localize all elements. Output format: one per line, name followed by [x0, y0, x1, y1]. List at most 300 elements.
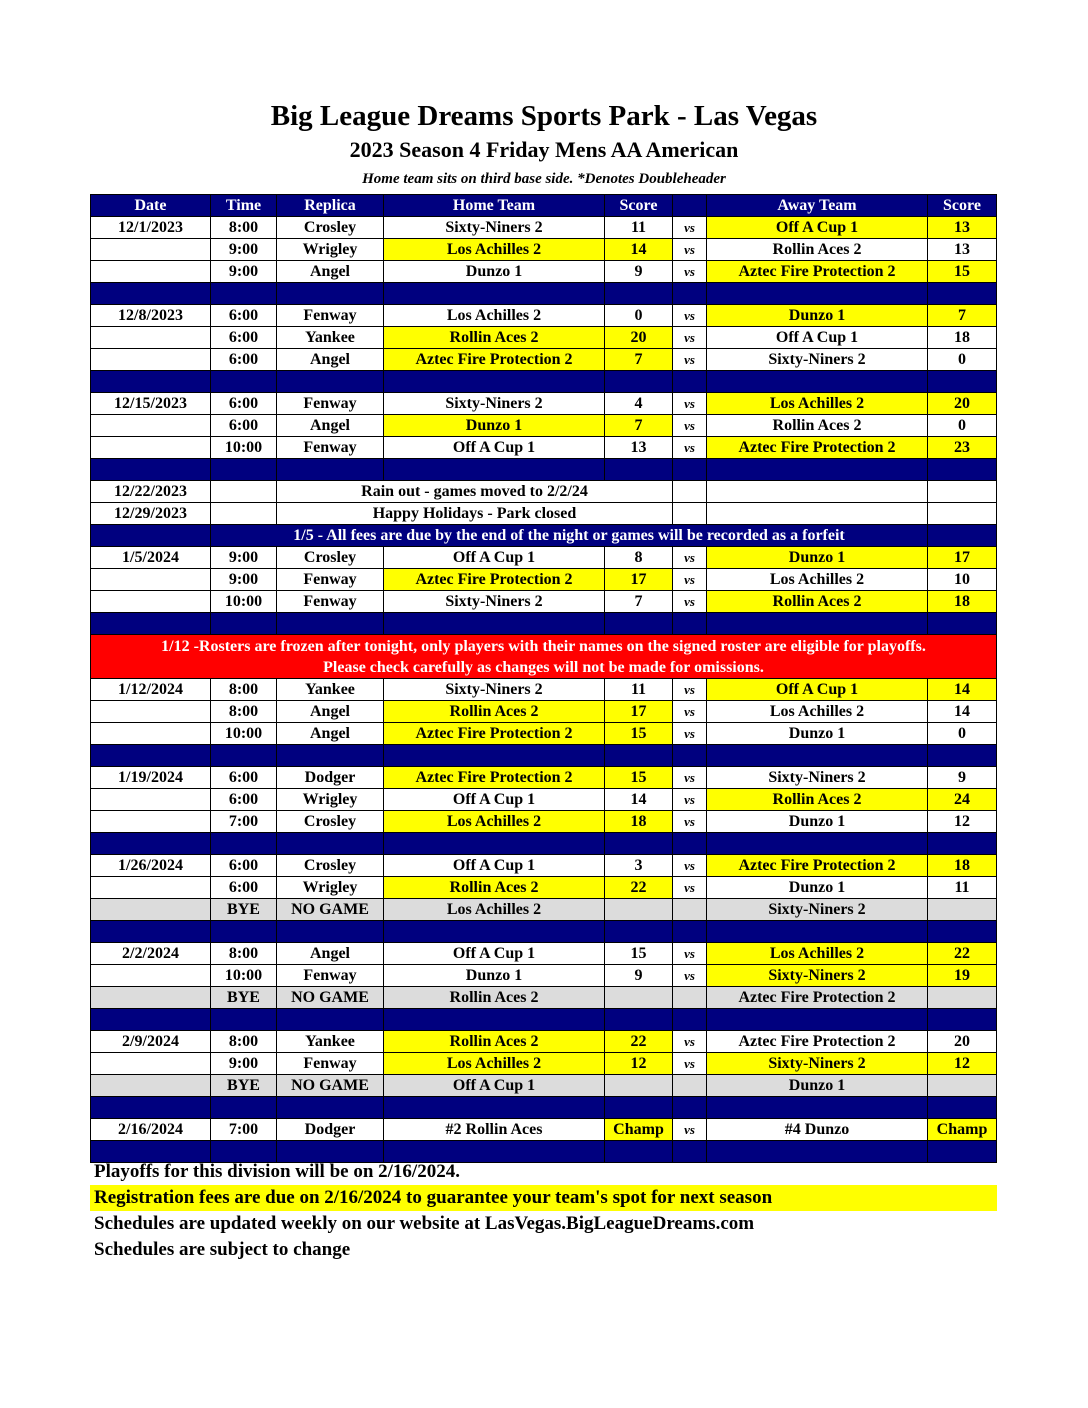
away-score-cell: 0 [928, 349, 997, 371]
replica-cell: NO GAME [277, 1075, 384, 1097]
col-time: Time [211, 195, 277, 217]
col-replica: Replica [277, 195, 384, 217]
away-score-cell: 12 [928, 811, 997, 833]
time-cell: BYE [211, 1075, 277, 1097]
time-cell: 6:00 [211, 877, 277, 899]
replica-cell: Fenway [277, 305, 384, 327]
home-score-cell: 3 [605, 855, 673, 877]
away-score-cell: 14 [928, 679, 997, 701]
bye-row [91, 899, 997, 921]
date-cell [91, 349, 211, 371]
separator-cell [384, 1009, 605, 1031]
game-row [91, 789, 997, 811]
vs-cell [673, 1075, 707, 1097]
game-row [91, 393, 997, 415]
home-team-cell: Los Achilles 2 [384, 1053, 605, 1075]
replica-cell: Crosley [277, 855, 384, 877]
separator-cell [605, 745, 673, 767]
replica-cell: Fenway [277, 569, 384, 591]
note-text: Happy Holidays - Park closed [277, 503, 673, 525]
away-score-cell: 19 [928, 965, 997, 987]
home-score-cell: 9 [605, 965, 673, 987]
away-score-cell: 0 [928, 415, 997, 437]
home-team-cell: Los Achilles 2 [384, 899, 605, 921]
date-cell: 12/29/2023 [91, 503, 211, 525]
away-score-cell: 12 [928, 1053, 997, 1075]
replica-cell: Crosley [277, 811, 384, 833]
away-score-cell: Champ [928, 1119, 997, 1141]
replica-cell: Crosley [277, 217, 384, 239]
time-cell: 6:00 [211, 789, 277, 811]
separator-cell [277, 459, 384, 481]
separator-cell [673, 833, 707, 855]
note-text: Rain out - games moved to 2/2/24 [277, 481, 673, 503]
separator-row [91, 283, 997, 305]
time-cell [211, 481, 277, 503]
date-cell [91, 415, 211, 437]
vs-cell: vs [673, 789, 707, 811]
away-team-cell: Los Achilles 2 [707, 393, 928, 415]
separator-cell [277, 1009, 384, 1031]
replica-cell: Wrigley [277, 877, 384, 899]
separator-cell [673, 1009, 707, 1031]
home-team-cell: Off A Cup 1 [384, 789, 605, 811]
date-cell: 1/5/2024 [91, 547, 211, 569]
game-row [91, 569, 997, 591]
home-score-cell: 11 [605, 217, 673, 239]
separator-cell [211, 921, 277, 943]
vs-cell: vs [673, 217, 707, 239]
game-row [91, 1053, 997, 1075]
separator-cell [707, 921, 928, 943]
separator-cell [211, 745, 277, 767]
away-score-cell [928, 481, 997, 503]
date-cell: 12/15/2023 [91, 393, 211, 415]
separator-row [91, 613, 997, 635]
separator-cell [277, 1097, 384, 1119]
vs-cell: vs [673, 1053, 707, 1075]
bye-row [91, 1075, 997, 1097]
home-score-cell: 8 [605, 547, 673, 569]
page-title: Big League Dreams Sports Park - Las Vegas [270, 100, 818, 132]
away-team-cell: Los Achilles 2 [707, 569, 928, 591]
separator-cell [277, 613, 384, 635]
date-cell: 1/26/2024 [91, 855, 211, 877]
replica-cell: Fenway [277, 1053, 384, 1075]
vs-cell: vs [673, 679, 707, 701]
date-cell: 2/9/2024 [91, 1031, 211, 1053]
separator-cell [928, 371, 997, 393]
footer-note: Registration fees are due on 2/16/2024 to guarantee your team's spot for next season [90, 1185, 997, 1211]
separator-cell [211, 613, 277, 635]
replica-cell: Dodger [277, 767, 384, 789]
separator-cell [211, 283, 277, 305]
game-row [91, 217, 997, 239]
home-team-cell: Sixty-Niners 2 [384, 217, 605, 239]
separator-cell [277, 283, 384, 305]
time-cell: BYE [211, 987, 277, 1009]
separator-cell [384, 745, 605, 767]
date-cell [91, 723, 211, 745]
footer-note: Schedules are updated weekly on our website at LasVegas.BigLeagueDreams.com [94, 1213, 755, 1234]
home-score-cell: 15 [605, 723, 673, 745]
separator-cell [384, 613, 605, 635]
alert-line-1: 1/12 -Rosters are frozen after tonight, only players with their names on the signed roster are eligible for playoffs. [161, 637, 926, 655]
separator-row [91, 371, 997, 393]
separator-cell [91, 833, 211, 855]
time-cell [211, 503, 277, 525]
away-team-cell: #4 Dunzo [707, 1119, 928, 1141]
footer-notes [90, 1159, 997, 1263]
banner-text: 1/5 - All fees are due by the end of the night or games will be recorded as a forfeit [211, 525, 928, 547]
header-row [91, 195, 997, 217]
separator-cell [91, 283, 211, 305]
separator-cell [91, 745, 211, 767]
away-team-cell: Aztec Fire Protection 2 [707, 855, 928, 877]
away-score-cell [928, 899, 997, 921]
replica-cell: Dodger [277, 1119, 384, 1141]
separator-cell [384, 371, 605, 393]
vs-cell: vs [673, 965, 707, 987]
home-team-cell: Aztec Fire Protection 2 [384, 723, 605, 745]
date-cell [91, 701, 211, 723]
home-team-cell: Sixty-Niners 2 [384, 591, 605, 613]
bye-row [91, 987, 997, 1009]
replica-cell: Crosley [277, 547, 384, 569]
time-cell: 10:00 [211, 965, 277, 987]
fees-banner-row [91, 525, 997, 547]
home-team-cell: Sixty-Niners 2 [384, 393, 605, 415]
note-row [91, 481, 997, 503]
separator-cell [211, 1009, 277, 1031]
home-team-cell: Aztec Fire Protection 2 [384, 767, 605, 789]
home-score-cell: 13 [605, 437, 673, 459]
away-score-cell: 18 [928, 327, 997, 349]
date-cell [91, 1053, 211, 1075]
time-cell: 10:00 [211, 437, 277, 459]
vs-cell: vs [673, 437, 707, 459]
replica-cell: Angel [277, 349, 384, 371]
separator-cell [91, 1097, 211, 1119]
home-team-cell: Rollin Aces 2 [384, 987, 605, 1009]
vs-cell: vs [673, 1031, 707, 1053]
separator-cell [673, 459, 707, 481]
home-team-cell: Off A Cup 1 [384, 547, 605, 569]
away-score-cell: 7 [928, 305, 997, 327]
vs-cell: vs [673, 723, 707, 745]
home-score-cell: 22 [605, 1031, 673, 1053]
home-team-cell: Los Achilles 2 [384, 811, 605, 833]
away-score-cell: 18 [928, 855, 997, 877]
date-cell [91, 811, 211, 833]
vs-cell: vs [673, 305, 707, 327]
away-team-cell: Aztec Fire Protection 2 [707, 987, 928, 1009]
away-team-cell: Aztec Fire Protection 2 [707, 437, 928, 459]
separator-cell [673, 371, 707, 393]
away-team-cell: Rollin Aces 2 [707, 415, 928, 437]
time-cell: 9:00 [211, 569, 277, 591]
time-cell: 6:00 [211, 415, 277, 437]
away-team-cell: Dunzo 1 [707, 811, 928, 833]
replica-cell: Yankee [277, 679, 384, 701]
away-score-cell: 20 [928, 393, 997, 415]
separator-cell [91, 1009, 211, 1031]
home-score-cell [605, 899, 673, 921]
away-team-cell: Sixty-Niners 2 [707, 349, 928, 371]
home-score-cell [605, 987, 673, 1009]
home-team-cell: Off A Cup 1 [384, 855, 605, 877]
home-score-cell: 20 [605, 327, 673, 349]
away-team-cell: Rollin Aces 2 [707, 239, 928, 261]
home-team-cell: Rollin Aces 2 [384, 877, 605, 899]
separator-cell [707, 745, 928, 767]
date-cell [91, 789, 211, 811]
separator-cell [673, 613, 707, 635]
vs-cell: vs [673, 547, 707, 569]
home-score-cell: 0 [605, 305, 673, 327]
date-cell [91, 239, 211, 261]
separator-cell [91, 459, 211, 481]
vs-cell: vs [673, 811, 707, 833]
vs-cell: vs [673, 239, 707, 261]
time-cell: 9:00 [211, 547, 277, 569]
away-team-cell: Sixty-Niners 2 [707, 767, 928, 789]
separator-row [91, 833, 997, 855]
home-score-cell: 9 [605, 261, 673, 283]
game-row [91, 305, 997, 327]
game-row [91, 1031, 997, 1053]
game-row [91, 415, 997, 437]
date-cell: 1/12/2024 [91, 679, 211, 701]
away-score-cell: 17 [928, 547, 997, 569]
separator-cell [928, 613, 997, 635]
roster-alert-row [91, 635, 997, 679]
home-score-cell: 14 [605, 239, 673, 261]
home-team-cell: Sixty-Niners 2 [384, 679, 605, 701]
home-score-cell: 15 [605, 943, 673, 965]
game-row [91, 811, 997, 833]
time-cell: 7:00 [211, 811, 277, 833]
away-score-cell: 15 [928, 261, 997, 283]
home-score-cell: 12 [605, 1053, 673, 1075]
time-cell: BYE [211, 899, 277, 921]
date-cell: 12/22/2023 [91, 481, 211, 503]
home-score-cell [605, 1075, 673, 1097]
home-score-cell: 15 [605, 767, 673, 789]
home-score-cell: Champ [605, 1119, 673, 1141]
date-cell: 12/1/2023 [91, 217, 211, 239]
home-team-cell: Rollin Aces 2 [384, 327, 605, 349]
vs-cell: vs [673, 349, 707, 371]
date-cell: 12/8/2023 [91, 305, 211, 327]
separator-cell [211, 833, 277, 855]
tagline: Home team sits on third base side. *Denotes Doubleheader [362, 171, 726, 187]
game-row [91, 437, 997, 459]
separator-cell [605, 613, 673, 635]
separator-cell [928, 1009, 997, 1031]
separator-cell [384, 1097, 605, 1119]
date-cell [91, 327, 211, 349]
home-team-cell: Off A Cup 1 [384, 943, 605, 965]
away-score-cell: 9 [928, 767, 997, 789]
time-cell: 9:00 [211, 1053, 277, 1075]
time-cell: 9:00 [211, 239, 277, 261]
game-row [91, 591, 997, 613]
vs-cell: vs [673, 415, 707, 437]
home-team-cell: Rollin Aces 2 [384, 1031, 605, 1053]
home-team-cell: Off A Cup 1 [384, 1075, 605, 1097]
vs-cell: vs [673, 327, 707, 349]
page-subtitle: 2023 Season 4 Friday Mens AA American [349, 137, 739, 162]
away-team-cell: Dunzo 1 [707, 723, 928, 745]
vs-cell: vs [673, 1119, 707, 1141]
separator-cell [707, 1097, 928, 1119]
time-cell: 10:00 [211, 591, 277, 613]
vs-cell [673, 481, 707, 503]
vs-cell [673, 987, 707, 1009]
home-team-cell: Dunzo 1 [384, 415, 605, 437]
home-team-cell: Los Achilles 2 [384, 239, 605, 261]
vs-cell: vs [673, 701, 707, 723]
game-row [91, 679, 997, 701]
away-team-cell: Los Achilles 2 [707, 943, 928, 965]
home-score-cell: 17 [605, 569, 673, 591]
vs-cell: vs [673, 591, 707, 613]
away-score-cell: 20 [928, 1031, 997, 1053]
separator-cell [605, 833, 673, 855]
home-score-cell: 7 [605, 591, 673, 613]
date-cell [91, 899, 211, 921]
separator-cell [605, 921, 673, 943]
game-row [91, 965, 997, 987]
separator-cell [211, 459, 277, 481]
replica-cell: Yankee [277, 327, 384, 349]
away-score-cell: 11 [928, 877, 997, 899]
replica-cell: NO GAME [277, 899, 384, 921]
col-away-team: Away Team [707, 195, 928, 217]
away-team-cell: Dunzo 1 [707, 877, 928, 899]
date-cell [91, 965, 211, 987]
date-cell [91, 987, 211, 1009]
separator-cell [605, 283, 673, 305]
time-cell: 6:00 [211, 393, 277, 415]
game-row [91, 327, 997, 349]
replica-cell: Angel [277, 701, 384, 723]
separator-cell [91, 613, 211, 635]
away-score-cell [928, 503, 997, 525]
away-score-cell [928, 525, 997, 547]
time-cell: 8:00 [211, 217, 277, 239]
separator-cell [673, 921, 707, 943]
col-away-score: Score [928, 195, 997, 217]
separator-cell [707, 833, 928, 855]
away-score-cell: 23 [928, 437, 997, 459]
date-cell [91, 569, 211, 591]
away-score-cell: 0 [928, 723, 997, 745]
separator-cell [384, 283, 605, 305]
away-team-cell: Dunzo 1 [707, 547, 928, 569]
separator-row [91, 745, 997, 767]
date-cell [91, 1075, 211, 1097]
separator-row [91, 921, 997, 943]
separator-cell [277, 371, 384, 393]
time-cell: 6:00 [211, 767, 277, 789]
time-cell: 6:00 [211, 349, 277, 371]
date-cell [91, 877, 211, 899]
home-team-cell: Aztec Fire Protection 2 [384, 569, 605, 591]
separator-cell [707, 371, 928, 393]
separator-cell [707, 459, 928, 481]
away-team-cell: Sixty-Niners 2 [707, 1053, 928, 1075]
home-score-cell: 7 [605, 349, 673, 371]
col-home-team: Home Team [384, 195, 605, 217]
footer-note: Playoffs for this division will be on 2/16/2024. [94, 1161, 460, 1182]
away-team-cell: Off A Cup 1 [707, 327, 928, 349]
replica-cell: Angel [277, 723, 384, 745]
separator-cell [91, 371, 211, 393]
replica-cell: Angel [277, 261, 384, 283]
game-row [91, 261, 997, 283]
away-team-cell: Off A Cup 1 [707, 679, 928, 701]
game-row [91, 547, 997, 569]
away-team-cell [707, 503, 928, 525]
separator-cell [928, 833, 997, 855]
separator-cell [707, 283, 928, 305]
away-score-cell: 24 [928, 789, 997, 811]
date-cell [91, 591, 211, 613]
replica-cell: NO GAME [277, 987, 384, 1009]
game-row [91, 723, 997, 745]
home-team-cell: Off A Cup 1 [384, 437, 605, 459]
separator-cell [211, 371, 277, 393]
away-team-cell: Los Achilles 2 [707, 701, 928, 723]
replica-cell: Wrigley [277, 239, 384, 261]
replica-cell: Fenway [277, 591, 384, 613]
separator-row [91, 1097, 997, 1119]
away-team-cell: Sixty-Niners 2 [707, 899, 928, 921]
home-team-cell: Dunzo 1 [384, 261, 605, 283]
date-cell [91, 261, 211, 283]
col-date: Date [91, 195, 211, 217]
separator-cell [928, 283, 997, 305]
home-score-cell: 14 [605, 789, 673, 811]
time-cell: 8:00 [211, 943, 277, 965]
game-row [91, 943, 997, 965]
home-team-cell: Aztec Fire Protection 2 [384, 349, 605, 371]
replica-cell: Fenway [277, 965, 384, 987]
game-row [91, 767, 997, 789]
game-row [91, 239, 997, 261]
separator-cell [277, 833, 384, 855]
separator-row [91, 1009, 997, 1031]
replica-cell: Angel [277, 415, 384, 437]
separator-cell [673, 283, 707, 305]
separator-cell [928, 459, 997, 481]
game-row [91, 1119, 997, 1141]
time-cell: 9:00 [211, 261, 277, 283]
date-cell: 2/2/2024 [91, 943, 211, 965]
separator-cell [707, 613, 928, 635]
home-team-cell: Los Achilles 2 [384, 305, 605, 327]
separator-cell [605, 1097, 673, 1119]
vs-cell: vs [673, 261, 707, 283]
vs-cell: vs [673, 943, 707, 965]
date-cell: 1/19/2024 [91, 767, 211, 789]
vs-cell [673, 899, 707, 921]
home-team-cell: Rollin Aces 2 [384, 701, 605, 723]
away-score-cell: 18 [928, 591, 997, 613]
replica-cell: Yankee [277, 1031, 384, 1053]
